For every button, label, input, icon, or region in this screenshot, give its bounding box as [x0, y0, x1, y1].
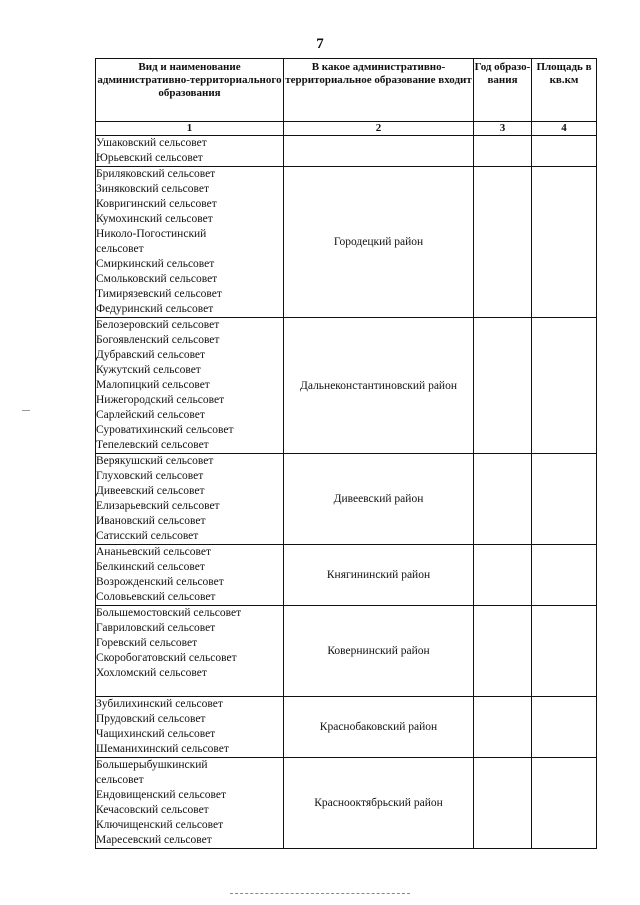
table-row	[96, 136, 597, 167]
page-number: 7	[316, 36, 324, 52]
table-row	[96, 318, 597, 454]
footer-dash-line	[230, 893, 410, 894]
unit-name: Чащихинский сельсовет	[96, 728, 216, 740]
unit-name: Ушаковский сельсовет	[96, 137, 207, 149]
unit-name: Дубравский сельсовет	[96, 349, 206, 361]
unit-name	[96, 681, 283, 696]
district-cell	[284, 136, 474, 167]
unit-name: Дивеевский сельсовет	[96, 485, 205, 497]
column-number-row	[96, 122, 597, 136]
unit-names-cell	[96, 606, 284, 697]
area-cell	[532, 454, 597, 545]
district-cell: Дивеевский район	[284, 454, 474, 545]
district-cell: Ковернинский район	[284, 606, 474, 697]
unit-name: Кужутский сельсовет	[96, 364, 201, 376]
unit-name: Прудовский сельсовет	[96, 713, 206, 725]
unit-name: Николо-Погостинский	[96, 228, 207, 240]
unit-name: Глуховский сельсовет	[96, 470, 204, 482]
column-number: 1	[96, 122, 284, 136]
unit-names-cell	[96, 697, 284, 758]
year-cell	[474, 758, 532, 849]
unit-name: Белкинский сельсовет	[96, 561, 205, 573]
unit-name: Ключищенский сельсовет	[96, 819, 224, 831]
area-cell	[532, 697, 597, 758]
header-type-name: Вид и наименование административно-территориального образования	[96, 59, 284, 122]
unit-name: Кумохинский сельсовет	[96, 213, 213, 225]
unit-name: Тимирязевский сельсовет	[96, 288, 222, 300]
unit-name: Соловьевский сельсовет	[96, 591, 216, 603]
area-cell	[532, 606, 597, 697]
column-number: 3	[474, 122, 532, 136]
unit-name: Суроватихинский сельсовет	[96, 424, 234, 436]
unit-name: сельсовет	[96, 774, 144, 786]
year-cell	[474, 454, 532, 545]
year-cell	[474, 318, 532, 454]
unit-name: Богоявленский сельсовет	[96, 334, 220, 346]
unit-name: Верякушский сельсовет	[96, 455, 214, 467]
year-cell	[474, 167, 532, 318]
unit-names-cell	[96, 454, 284, 545]
territorial-units-table	[95, 58, 597, 849]
unit-names-cell	[96, 318, 284, 454]
unit-name: Юрьевский сельсовет	[96, 152, 203, 164]
district-cell: Краснобаковский район	[284, 697, 474, 758]
unit-names-cell	[96, 545, 284, 606]
unit-name: Большемостовский сельсовет	[96, 607, 242, 619]
table-header-row	[96, 59, 597, 122]
district-cell: Дальнеконстантиновский район	[284, 318, 474, 454]
district-cell: Краснооктябрьский район	[284, 758, 474, 849]
unit-name: Федуринский сельсовет	[96, 303, 214, 315]
area-cell	[532, 545, 597, 606]
column-number: 4	[532, 122, 597, 136]
unit-name: Ковригинский сельсовет	[96, 198, 217, 210]
table-row	[96, 697, 597, 758]
unit-name: Гавриловский сельсовет	[96, 622, 216, 634]
unit-name: Бриляковский сельсовет	[96, 168, 216, 180]
unit-name: Зиняковский сельсовет	[96, 183, 210, 195]
unit-name: Горевский сельсовет	[96, 637, 198, 649]
unit-name: Елизарьевский сельсовет	[96, 500, 220, 512]
year-cell	[474, 136, 532, 167]
header-year: Год образо-вания	[474, 59, 532, 122]
unit-name: Ендовищенский сельсовет	[96, 789, 227, 801]
district-cell: Княгининский район	[284, 545, 474, 606]
year-cell	[474, 697, 532, 758]
unit-name: Ананьевский сельсовет	[96, 546, 211, 558]
unit-name: Зубилихинский сельсовет	[96, 698, 223, 710]
table-row	[96, 758, 597, 849]
unit-names-cell	[96, 167, 284, 318]
unit-name: Тепелевский сельсовет	[96, 439, 209, 451]
year-cell	[474, 606, 532, 697]
unit-name: Хохломский сельсовет	[96, 667, 207, 679]
unit-name: Ивановский сельсовет	[96, 515, 206, 527]
area-cell	[532, 167, 597, 318]
header-parent-unit: В какое административно-территориальное образование входит	[284, 59, 474, 122]
table-row	[96, 167, 597, 318]
district-cell: Городецкий район	[284, 167, 474, 318]
unit-name: Кечасовский сельсовет	[96, 804, 209, 816]
unit-name: Смиркинский сельсовет	[96, 258, 215, 270]
unit-name: Большерыбушкинский	[96, 759, 208, 771]
header-area: Площадь в кв.км	[532, 59, 597, 122]
table-row	[96, 606, 597, 697]
unit-name: Шеманихинский сельсовет	[96, 743, 229, 755]
margin-mark	[22, 410, 30, 411]
unit-names-cell	[96, 136, 284, 167]
unit-name: Сарлейский сельсовет	[96, 409, 205, 421]
table-row	[96, 454, 597, 545]
unit-name: Скоробогатовский сельсовет	[96, 652, 237, 664]
unit-name: сельсовет	[96, 243, 144, 255]
unit-name: Малопицкий сельсовет	[96, 379, 210, 391]
unit-name: Смольковский сельсовет	[96, 273, 218, 285]
unit-name: Нижегородский сельсовет	[96, 394, 225, 406]
table-body	[96, 136, 597, 849]
unit-name: Сатисский сельсовет	[96, 530, 199, 542]
year-cell	[474, 545, 532, 606]
unit-name: Белозеровский сельсовет	[96, 319, 220, 331]
area-cell	[532, 136, 597, 167]
unit-name: Возрожденский сельсовет	[96, 576, 224, 588]
unit-names-cell	[96, 758, 284, 849]
unit-name: Маресевский сельсовет	[96, 834, 212, 846]
area-cell	[532, 758, 597, 849]
area-cell	[532, 318, 597, 454]
table-row	[96, 545, 597, 606]
column-number: 2	[284, 122, 474, 136]
